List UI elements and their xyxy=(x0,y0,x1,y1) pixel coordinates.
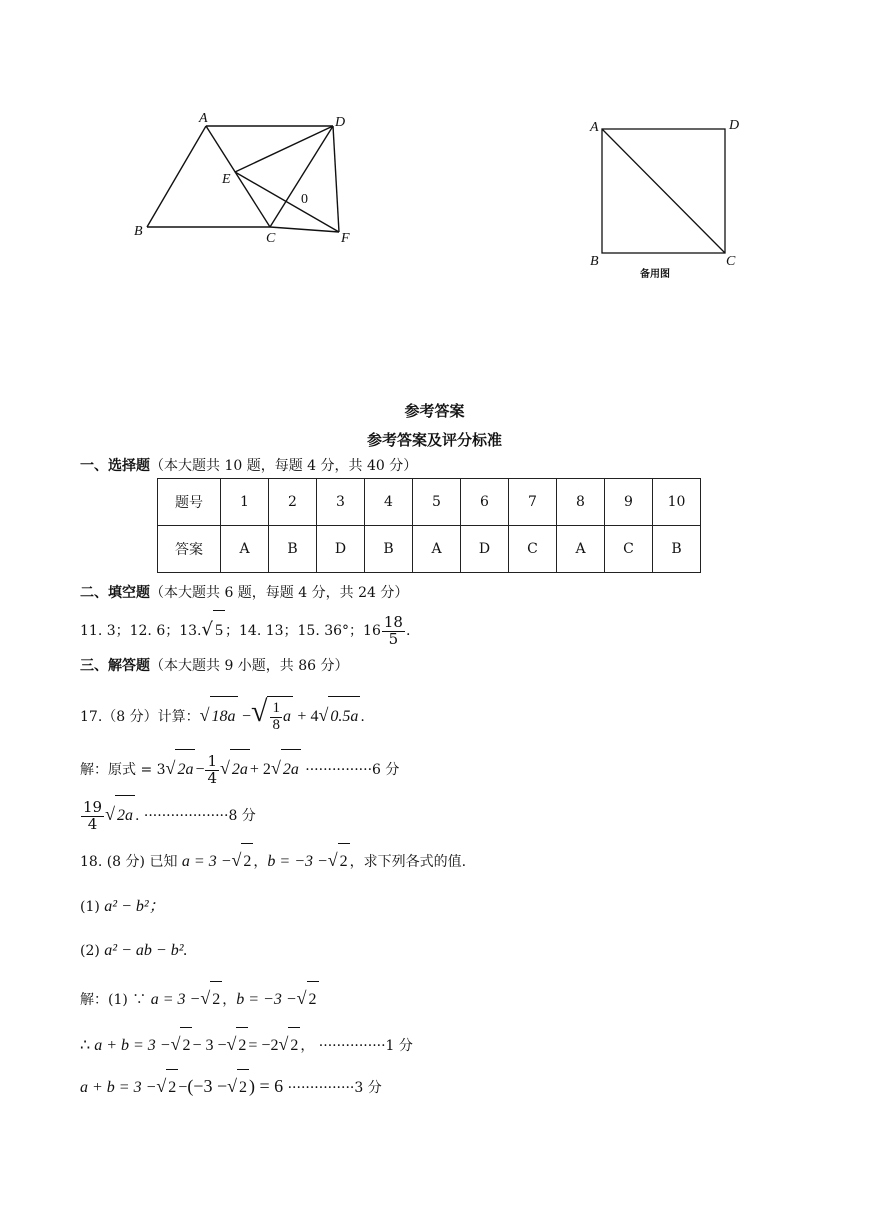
q18-solution-line1 xyxy=(80,980,319,1018)
q18-l2-b: − xyxy=(178,1079,188,1096)
sqrt-2: √ 2 xyxy=(328,842,350,880)
q18-sol-a: a = 3 − xyxy=(150,991,201,1008)
q18-b-def: b = −3 − xyxy=(267,853,328,870)
q18-l1-b: − 3 − xyxy=(192,1037,227,1054)
label-A: A xyxy=(590,120,599,135)
fraction-1-4: $\frac{1}{4}$ xyxy=(207,751,218,787)
label-A: A xyxy=(199,111,208,126)
q17-minus: − xyxy=(241,708,251,725)
table-cell: A xyxy=(413,526,461,573)
q18-p2-expr: a² − ab − b². xyxy=(104,942,188,959)
sqrt-2a: √ 2a xyxy=(105,794,135,836)
q18-sep: ， xyxy=(253,854,268,870)
row-header-answer: 答案 xyxy=(158,526,221,573)
table-cell: 2 xyxy=(269,479,317,526)
q18-l2-c: (−3 − xyxy=(187,1076,228,1096)
q17-solution-line2 xyxy=(80,794,256,836)
table-cell: 8 xyxy=(557,479,605,526)
section-3-title: 三、解答题 xyxy=(80,658,150,674)
table-cell: C xyxy=(605,526,653,573)
sqrt-2a: √ 2a xyxy=(166,748,196,790)
label-D: D xyxy=(729,118,740,133)
q17-solution-line1 xyxy=(80,748,399,790)
sqrt-2: √ 2 xyxy=(171,1026,193,1064)
section-2-note: （本大题共 6 题，每题 4 分，共 24 分） xyxy=(150,585,409,601)
label-E: E xyxy=(222,172,231,187)
q18-suffix: ，求下列各式的值. xyxy=(349,854,467,870)
section-1-heading xyxy=(80,455,417,475)
table-cell: B xyxy=(365,526,413,573)
q18-question xyxy=(80,842,466,880)
q18-l2-a: a + b = 3 − xyxy=(80,1079,157,1096)
answers-title: 参考答案 xyxy=(404,402,465,420)
sqrt-18a: √ 18a xyxy=(200,695,238,737)
label-B: B xyxy=(134,224,143,239)
q17-question xyxy=(80,692,365,737)
sqrt-2: √ 2 xyxy=(200,980,222,1018)
sqrt-2: √ 2 xyxy=(227,1026,249,1064)
section-1-title: 一、选择题 xyxy=(80,458,150,474)
label-B: B xyxy=(590,254,599,269)
table-cell: 5 xyxy=(413,479,461,526)
sqrt-2: √ 2 xyxy=(278,1026,300,1064)
q18-p1-label: (1) xyxy=(80,899,100,915)
table-cell: A xyxy=(557,526,605,573)
q17-score-2: ···················8 分 xyxy=(143,808,256,824)
fraction-18-5: $\frac{18}{5}$ xyxy=(383,612,403,648)
table-cell: B xyxy=(269,526,317,573)
q18-p2-label: (2) xyxy=(80,943,100,959)
q18-score-2: ···············3 分 xyxy=(287,1080,382,1096)
q17-sol-minus: − xyxy=(195,761,205,778)
section-2-title: 二、填空题 xyxy=(80,585,150,601)
fill-prefix: 11. 3；12. 6；13. xyxy=(80,623,202,639)
table-cell: 6 xyxy=(461,479,509,526)
table-cell: B xyxy=(653,526,701,573)
q18-l1-c: = −2 xyxy=(248,1037,279,1054)
q18-solution-line2: ∴ a + b = 3 −√ 2 − 3 −√ 2 = −2√ 2 ， ···············1 分 xyxy=(80,1026,413,1064)
q18-l1-a: a + b = 3 − xyxy=(94,1037,171,1054)
figure-caption: 备用图 xyxy=(640,269,670,280)
table-cell: 3 xyxy=(317,479,365,526)
section-3-note: （本大题共 9 小题，共 86 分） xyxy=(150,658,349,674)
answer-table xyxy=(157,478,701,573)
fill-mid: ；14. 13；15. 36°；16 xyxy=(225,623,381,639)
fill-end: . xyxy=(405,623,411,639)
sqrt-2a: √ 2a xyxy=(220,748,250,790)
sqrt-frac-a: √ $\frac{1}{8}$ a xyxy=(251,692,293,737)
q18-solution-line3 xyxy=(80,1068,382,1106)
geometry-figure-2 xyxy=(585,112,755,284)
section-1-note: （本大题共 10 题，每题 4 分，共 40 分） xyxy=(150,458,418,474)
geometry-figure-1 xyxy=(125,105,365,250)
q18-a-def: a = 3 − xyxy=(181,853,232,870)
q18-score-1: ···············1 分 xyxy=(318,1038,413,1054)
sqrt-2: √ 2 xyxy=(232,842,254,880)
sqrt-0-5a: √ 0.5a xyxy=(318,695,360,737)
table-cell: 1 xyxy=(221,479,269,526)
sqrt-2: √ 2 xyxy=(297,980,319,1018)
fraction-19-4: $\frac{19}{4}$ xyxy=(83,797,103,833)
q17-res-end: . xyxy=(134,808,140,824)
sqrt-5: √ 5 xyxy=(202,610,225,651)
sqrt-2: √ 2 xyxy=(227,1068,249,1106)
q18-p1-expr: a² − b²； xyxy=(104,898,165,915)
q18-prefix: 18. (8 分) 已知 xyxy=(80,854,178,870)
section-2-heading xyxy=(80,582,408,602)
table-cell: C xyxy=(509,526,557,573)
table-cell: 10 xyxy=(653,479,701,526)
q17-plus: + 4 xyxy=(297,708,319,725)
q18-l1-end: ， xyxy=(300,1038,315,1054)
label-O: 0 xyxy=(301,192,308,207)
q18-sol-sep: ， xyxy=(222,992,237,1008)
sqrt-2: √ 2 xyxy=(156,1068,178,1106)
q18-sol-prefix: 解：(1) ∵ xyxy=(80,992,147,1008)
fill-in-answers xyxy=(80,610,410,651)
label-D: D xyxy=(335,115,346,130)
table-row xyxy=(158,479,701,526)
table-cell: 9 xyxy=(605,479,653,526)
q17-sol-prefix: 解：原式 = 3 xyxy=(80,762,166,778)
label-C: C xyxy=(726,254,736,269)
sqrt-2a: √ 2a xyxy=(271,748,301,790)
answers-subtitle: 参考答案及评分标准 xyxy=(366,431,502,449)
q17-sol-plus: + 2 xyxy=(249,761,271,778)
q17-score-1: ···············6 分 xyxy=(305,762,400,778)
row-header-number: 题号 xyxy=(158,479,221,526)
q18-sol-b: b = −3 − xyxy=(236,991,297,1008)
q18-part1 xyxy=(80,890,165,924)
section-3-heading xyxy=(80,655,349,675)
table-cell: 4 xyxy=(365,479,413,526)
table-cell: D xyxy=(317,526,365,573)
q18-part2 xyxy=(80,934,187,968)
table-cell: 7 xyxy=(509,479,557,526)
table-row xyxy=(158,526,701,573)
q18-l2-d: ) = 6 xyxy=(249,1076,284,1096)
label-F: F xyxy=(341,231,350,246)
table-cell: D xyxy=(461,526,509,573)
label-C: C xyxy=(266,231,276,246)
q17-end: . xyxy=(360,709,365,725)
table-cell: A xyxy=(221,526,269,573)
q17-prefix: 17.（8 分）计算： xyxy=(80,709,200,725)
